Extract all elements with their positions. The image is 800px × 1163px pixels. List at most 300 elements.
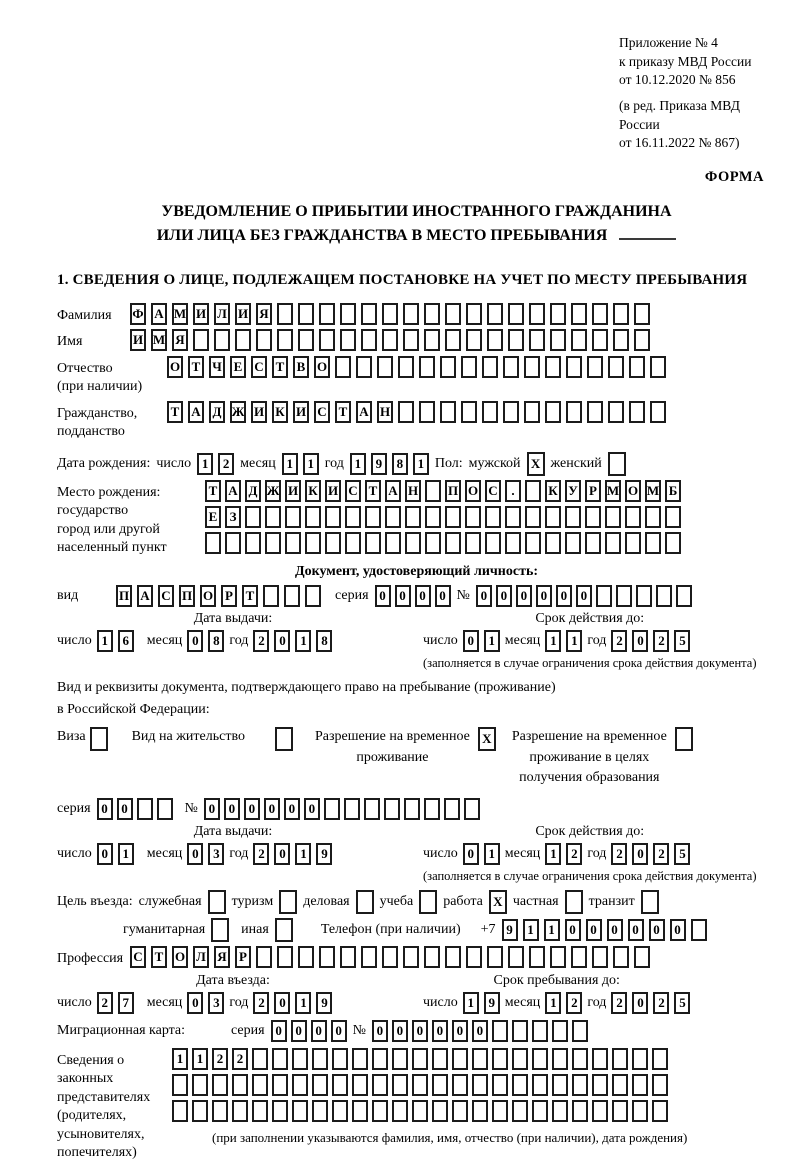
char-cell[interactable] (361, 329, 377, 351)
char-cell[interactable] (335, 356, 351, 378)
char-cell[interactable] (487, 303, 503, 325)
char-cell[interactable] (245, 532, 261, 554)
char-cell[interactable]: 2 (566, 843, 582, 865)
char-cell[interactable] (385, 506, 401, 528)
char-cell[interactable] (392, 1100, 408, 1122)
char-cell[interactable] (172, 1100, 188, 1122)
char-cell[interactable] (419, 401, 435, 423)
char-cell[interactable] (305, 506, 321, 528)
char-cell[interactable]: Т (335, 401, 351, 423)
char-cell[interactable]: Б (665, 480, 681, 502)
char-cell[interactable] (464, 798, 480, 820)
char-cell[interactable]: 8 (316, 630, 332, 652)
char-cell[interactable] (452, 1100, 468, 1122)
char-cell[interactable]: И (251, 401, 267, 423)
char-cell[interactable] (265, 506, 281, 528)
char-cell[interactable]: 0 (97, 798, 113, 820)
char-cell[interactable]: 0 (274, 630, 290, 652)
char-cell[interactable] (332, 1100, 348, 1122)
char-cell[interactable] (214, 329, 230, 351)
purpose-work-checkbox[interactable]: X (489, 890, 507, 914)
char-cell[interactable] (572, 1020, 588, 1042)
char-cell[interactable] (596, 585, 612, 607)
char-cell[interactable]: Я (214, 946, 230, 968)
char-cell[interactable]: 0 (496, 585, 512, 607)
char-cell[interactable] (632, 1074, 648, 1096)
char-cell[interactable]: Е (230, 356, 246, 378)
char-cell[interactable] (492, 1074, 508, 1096)
char-cell[interactable]: 2 (653, 992, 669, 1014)
char-cell[interactable] (532, 1020, 548, 1042)
char-cell[interactable]: 0 (586, 919, 602, 941)
char-cell[interactable] (319, 303, 335, 325)
char-cell[interactable] (552, 1100, 568, 1122)
char-cell[interactable] (212, 1074, 228, 1096)
char-cell[interactable] (613, 946, 629, 968)
char-cell[interactable] (571, 329, 587, 351)
char-cell[interactable] (252, 1048, 268, 1070)
char-cell[interactable]: 0 (565, 919, 581, 941)
char-cell[interactable]: 3 (208, 843, 224, 865)
char-cell[interactable]: 0 (649, 919, 665, 941)
char-cell[interactable] (625, 532, 641, 554)
char-cell[interactable]: 0 (415, 585, 431, 607)
char-cell[interactable]: 1 (295, 843, 311, 865)
char-cell[interactable] (492, 1048, 508, 1070)
char-cell[interactable] (157, 798, 173, 820)
char-cell[interactable] (245, 506, 261, 528)
char-cell[interactable]: А (151, 303, 167, 325)
char-cell[interactable]: 5 (674, 630, 690, 652)
char-cell[interactable] (372, 1074, 388, 1096)
char-cell[interactable]: 5 (674, 992, 690, 1014)
char-cell[interactable] (466, 303, 482, 325)
char-cell[interactable]: И (325, 480, 341, 502)
char-cell[interactable]: 1 (118, 843, 134, 865)
char-cell[interactable]: 0 (432, 1020, 448, 1042)
char-cell[interactable]: Т (188, 356, 204, 378)
char-cell[interactable]: 7 (118, 992, 134, 1014)
char-cell[interactable] (492, 1020, 508, 1042)
char-cell[interactable] (466, 946, 482, 968)
char-cell[interactable] (340, 946, 356, 968)
char-cell[interactable] (398, 401, 414, 423)
char-cell[interactable] (235, 329, 251, 351)
char-cell[interactable] (382, 303, 398, 325)
char-cell[interactable] (572, 1074, 588, 1096)
char-cell[interactable] (292, 1074, 308, 1096)
char-cell[interactable] (605, 506, 621, 528)
char-cell[interactable] (632, 1048, 648, 1070)
char-cell[interactable]: 0 (224, 798, 240, 820)
char-cell[interactable] (192, 1100, 208, 1122)
char-cell[interactable]: 8 (208, 630, 224, 652)
char-cell[interactable]: Л (214, 303, 230, 325)
char-cell[interactable] (565, 506, 581, 528)
char-cell[interactable]: К (305, 480, 321, 502)
char-cell[interactable] (566, 356, 582, 378)
char-cell[interactable]: И (193, 303, 209, 325)
purpose-private-checkbox[interactable] (565, 890, 583, 914)
char-cell[interactable]: Е (205, 506, 221, 528)
char-cell[interactable] (263, 585, 279, 607)
char-cell[interactable] (532, 1048, 548, 1070)
char-cell[interactable] (361, 946, 377, 968)
char-cell[interactable]: 1 (545, 630, 561, 652)
char-cell[interactable] (452, 1074, 468, 1096)
char-cell[interactable] (424, 329, 440, 351)
char-cell[interactable]: 0 (291, 1020, 307, 1042)
purpose-study-checkbox[interactable] (419, 890, 437, 914)
char-cell[interactable]: С (314, 401, 330, 423)
char-cell[interactable] (505, 506, 521, 528)
purpose-business-checkbox[interactable] (356, 890, 374, 914)
char-cell[interactable] (419, 356, 435, 378)
char-cell[interactable]: 2 (653, 843, 669, 865)
char-cell[interactable] (319, 946, 335, 968)
char-cell[interactable]: 0 (472, 1020, 488, 1042)
char-cell[interactable] (432, 1074, 448, 1096)
char-cell[interactable] (503, 401, 519, 423)
char-cell[interactable] (232, 1100, 248, 1122)
char-cell[interactable]: О (167, 356, 183, 378)
char-cell[interactable]: Ф (130, 303, 146, 325)
char-cell[interactable] (652, 1074, 668, 1096)
char-cell[interactable]: М (605, 480, 621, 502)
char-cell[interactable] (552, 1074, 568, 1096)
char-cell[interactable]: 1 (545, 843, 561, 865)
char-cell[interactable]: 0 (375, 585, 391, 607)
char-cell[interactable]: 1 (97, 630, 113, 652)
char-cell[interactable]: 8 (392, 453, 408, 475)
char-cell[interactable] (332, 1074, 348, 1096)
char-cell[interactable] (652, 1100, 668, 1122)
char-cell[interactable]: И (285, 480, 301, 502)
char-cell[interactable] (625, 506, 641, 528)
char-cell[interactable]: С (485, 480, 501, 502)
char-cell[interactable]: У (565, 480, 581, 502)
char-cell[interactable] (482, 401, 498, 423)
char-cell[interactable]: 1 (545, 992, 561, 1014)
char-cell[interactable] (265, 532, 281, 554)
char-cell[interactable] (392, 1074, 408, 1096)
char-cell[interactable] (572, 1100, 588, 1122)
char-cell[interactable] (277, 329, 293, 351)
char-cell[interactable]: Д (245, 480, 261, 502)
char-cell[interactable] (319, 329, 335, 351)
char-cell[interactable] (232, 1074, 248, 1096)
char-cell[interactable]: Ж (265, 480, 281, 502)
char-cell[interactable] (312, 1048, 328, 1070)
char-cell[interactable]: А (225, 480, 241, 502)
char-cell[interactable]: 3 (208, 992, 224, 1014)
char-cell[interactable] (312, 1074, 328, 1096)
char-cell[interactable] (364, 798, 380, 820)
char-cell[interactable] (405, 506, 421, 528)
char-cell[interactable] (461, 356, 477, 378)
char-cell[interactable] (412, 1074, 428, 1096)
char-cell[interactable] (645, 506, 661, 528)
char-cell[interactable]: Н (377, 401, 393, 423)
char-cell[interactable] (645, 532, 661, 554)
char-cell[interactable] (485, 532, 501, 554)
char-cell[interactable] (352, 1048, 368, 1070)
char-cell[interactable]: Р (585, 480, 601, 502)
purpose-other-checkbox[interactable] (275, 918, 293, 942)
char-cell[interactable] (550, 329, 566, 351)
char-cell[interactable] (272, 1048, 288, 1070)
char-cell[interactable]: 2 (218, 453, 234, 475)
char-cell[interactable]: П (179, 585, 195, 607)
char-cell[interactable]: 0 (274, 992, 290, 1014)
char-cell[interactable] (512, 1074, 528, 1096)
char-cell[interactable]: 9 (502, 919, 518, 941)
char-cell[interactable]: 0 (284, 798, 300, 820)
char-cell[interactable]: 0 (392, 1020, 408, 1042)
char-cell[interactable] (572, 1048, 588, 1070)
char-cell[interactable] (592, 1074, 608, 1096)
char-cell[interactable] (525, 480, 541, 502)
char-cell[interactable]: 0 (187, 630, 203, 652)
temp-residence-edu-checkbox[interactable] (675, 727, 693, 751)
char-cell[interactable] (392, 1048, 408, 1070)
char-cell[interactable] (440, 401, 456, 423)
char-cell[interactable] (571, 946, 587, 968)
purpose-humanitarian-checkbox[interactable] (211, 918, 229, 942)
char-cell[interactable] (636, 585, 652, 607)
char-cell[interactable]: С (251, 356, 267, 378)
char-cell[interactable] (505, 532, 521, 554)
char-cell[interactable] (172, 1074, 188, 1096)
char-cell[interactable] (592, 303, 608, 325)
char-cell[interactable] (404, 798, 420, 820)
char-cell[interactable]: 0 (204, 798, 220, 820)
char-cell[interactable]: Н (405, 480, 421, 502)
char-cell[interactable] (545, 356, 561, 378)
char-cell[interactable] (193, 329, 209, 351)
char-cell[interactable]: Т (272, 356, 288, 378)
residence-permit-checkbox[interactable] (275, 727, 293, 751)
char-cell[interactable]: С (345, 480, 361, 502)
char-cell[interactable]: 0 (271, 1020, 287, 1042)
char-cell[interactable] (634, 946, 650, 968)
char-cell[interactable] (225, 532, 241, 554)
char-cell[interactable]: А (385, 480, 401, 502)
char-cell[interactable] (403, 946, 419, 968)
char-cell[interactable] (585, 532, 601, 554)
char-cell[interactable] (298, 329, 314, 351)
char-cell[interactable] (352, 1100, 368, 1122)
char-cell[interactable]: 1 (295, 992, 311, 1014)
char-cell[interactable] (372, 1048, 388, 1070)
char-cell[interactable] (305, 532, 321, 554)
char-cell[interactable] (524, 356, 540, 378)
char-cell[interactable] (545, 506, 561, 528)
char-cell[interactable] (352, 1074, 368, 1096)
char-cell[interactable] (285, 532, 301, 554)
char-cell[interactable] (512, 1020, 528, 1042)
char-cell[interactable] (634, 329, 650, 351)
purpose-official-checkbox[interactable] (208, 890, 226, 914)
char-cell[interactable] (412, 1048, 428, 1070)
char-cell[interactable] (571, 303, 587, 325)
char-cell[interactable] (412, 1100, 428, 1122)
char-cell[interactable]: 0 (117, 798, 133, 820)
char-cell[interactable] (424, 798, 440, 820)
char-cell[interactable]: 2 (611, 630, 627, 652)
char-cell[interactable]: 1 (350, 453, 366, 475)
char-cell[interactable] (403, 303, 419, 325)
char-cell[interactable] (361, 303, 377, 325)
char-cell[interactable]: 1 (544, 919, 560, 941)
char-cell[interactable]: 0 (395, 585, 411, 607)
char-cell[interactable]: 0 (670, 919, 686, 941)
char-cell[interactable] (205, 532, 221, 554)
char-cell[interactable] (632, 1100, 648, 1122)
char-cell[interactable]: 2 (97, 992, 113, 1014)
char-cell[interactable]: К (545, 480, 561, 502)
char-cell[interactable] (565, 532, 581, 554)
char-cell[interactable] (277, 946, 293, 968)
char-cell[interactable]: А (356, 401, 372, 423)
char-cell[interactable]: 0 (304, 798, 320, 820)
char-cell[interactable]: П (116, 585, 132, 607)
char-cell[interactable]: 0 (463, 843, 479, 865)
char-cell[interactable] (440, 356, 456, 378)
char-cell[interactable]: 1 (197, 453, 213, 475)
char-cell[interactable] (587, 401, 603, 423)
char-cell[interactable]: М (645, 480, 661, 502)
char-cell[interactable]: 0 (264, 798, 280, 820)
char-cell[interactable] (298, 946, 314, 968)
char-cell[interactable] (284, 585, 300, 607)
char-cell[interactable] (365, 506, 381, 528)
char-cell[interactable]: 0 (187, 843, 203, 865)
char-cell[interactable] (529, 946, 545, 968)
char-cell[interactable] (552, 1020, 568, 1042)
char-cell[interactable] (613, 329, 629, 351)
char-cell[interactable]: 5 (674, 843, 690, 865)
char-cell[interactable] (529, 303, 545, 325)
sex-female-checkbox[interactable] (608, 452, 626, 476)
char-cell[interactable] (332, 1048, 348, 1070)
char-cell[interactable]: 1 (192, 1048, 208, 1070)
char-cell[interactable] (298, 303, 314, 325)
char-cell[interactable] (487, 329, 503, 351)
char-cell[interactable]: 0 (452, 1020, 468, 1042)
char-cell[interactable] (444, 798, 460, 820)
char-cell[interactable] (340, 329, 356, 351)
char-cell[interactable] (466, 329, 482, 351)
char-cell[interactable]: О (200, 585, 216, 607)
char-cell[interactable] (445, 303, 461, 325)
char-cell[interactable] (634, 303, 650, 325)
temp-residence-checkbox[interactable]: X (478, 727, 496, 751)
char-cell[interactable]: Д (209, 401, 225, 423)
char-cell[interactable] (552, 1048, 568, 1070)
char-cell[interactable] (492, 1100, 508, 1122)
char-cell[interactable]: 1 (484, 843, 500, 865)
char-cell[interactable]: 0 (632, 843, 648, 865)
char-cell[interactable]: С (158, 585, 174, 607)
char-cell[interactable]: 1 (566, 630, 582, 652)
char-cell[interactable] (512, 1048, 528, 1070)
char-cell[interactable] (344, 798, 360, 820)
char-cell[interactable]: 6 (118, 630, 134, 652)
char-cell[interactable] (485, 506, 501, 528)
char-cell[interactable] (272, 1100, 288, 1122)
char-cell[interactable]: Я (172, 329, 188, 351)
purpose-tourism-checkbox[interactable] (279, 890, 297, 914)
char-cell[interactable]: 0 (628, 919, 644, 941)
char-cell[interactable] (305, 585, 321, 607)
char-cell[interactable]: 9 (316, 843, 332, 865)
char-cell[interactable]: А (137, 585, 153, 607)
char-cell[interactable] (382, 329, 398, 351)
char-cell[interactable]: 1 (523, 919, 539, 941)
char-cell[interactable] (212, 1100, 228, 1122)
char-cell[interactable] (652, 1048, 668, 1070)
char-cell[interactable]: 0 (516, 585, 532, 607)
char-cell[interactable] (656, 585, 672, 607)
char-cell[interactable]: Я (256, 303, 272, 325)
char-cell[interactable]: 0 (372, 1020, 388, 1042)
char-cell[interactable]: 9 (371, 453, 387, 475)
char-cell[interactable] (445, 532, 461, 554)
char-cell[interactable] (592, 1048, 608, 1070)
char-cell[interactable] (545, 401, 561, 423)
char-cell[interactable]: Т (205, 480, 221, 502)
char-cell[interactable] (529, 329, 545, 351)
char-cell[interactable]: 1 (303, 453, 319, 475)
char-cell[interactable]: 2 (253, 992, 269, 1014)
char-cell[interactable]: О (314, 356, 330, 378)
char-cell[interactable] (425, 506, 441, 528)
char-cell[interactable]: 9 (484, 992, 500, 1014)
char-cell[interactable] (550, 946, 566, 968)
char-cell[interactable] (676, 585, 692, 607)
char-cell[interactable] (345, 506, 361, 528)
char-cell[interactable]: Т (167, 401, 183, 423)
char-cell[interactable]: В (293, 356, 309, 378)
char-cell[interactable] (256, 329, 272, 351)
char-cell[interactable] (487, 946, 503, 968)
char-cell[interactable] (665, 532, 681, 554)
char-cell[interactable]: Т (365, 480, 381, 502)
char-cell[interactable] (525, 506, 541, 528)
char-cell[interactable]: 1 (463, 992, 479, 1014)
char-cell[interactable] (403, 329, 419, 351)
char-cell[interactable]: Т (151, 946, 167, 968)
char-cell[interactable] (472, 1048, 488, 1070)
char-cell[interactable] (608, 356, 624, 378)
char-cell[interactable]: 2 (611, 992, 627, 1014)
sex-male-checkbox[interactable]: X (527, 452, 545, 476)
char-cell[interactable] (384, 798, 400, 820)
char-cell[interactable]: 2 (253, 843, 269, 865)
char-cell[interactable] (605, 532, 621, 554)
char-cell[interactable] (137, 798, 153, 820)
char-cell[interactable] (365, 532, 381, 554)
char-cell[interactable]: 2 (232, 1048, 248, 1070)
char-cell[interactable] (312, 1100, 328, 1122)
char-cell[interactable] (452, 1048, 468, 1070)
char-cell[interactable]: 2 (212, 1048, 228, 1070)
char-cell[interactable] (592, 1100, 608, 1122)
char-cell[interactable] (324, 798, 340, 820)
char-cell[interactable]: 0 (476, 585, 492, 607)
char-cell[interactable] (508, 946, 524, 968)
